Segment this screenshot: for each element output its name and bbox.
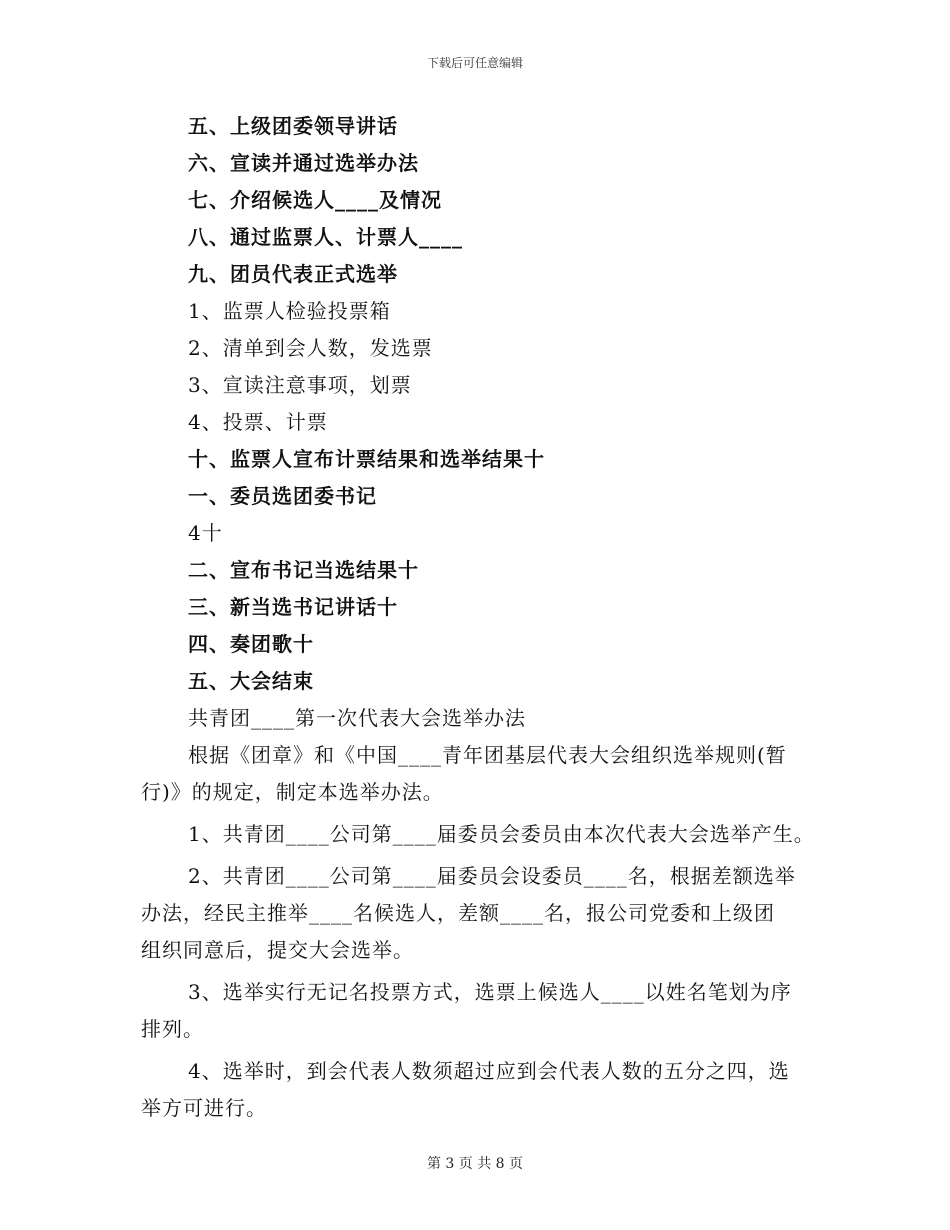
rule-1: 1、共青团____公司第____届委员会委员由本次代表大会选举产生。: [188, 822, 815, 846]
stray-line: 4十: [188, 521, 223, 545]
agenda-item-6: 六、宣读并通过选举办法: [188, 151, 419, 175]
agenda-item-13: 三、新当选书记讲话十: [188, 595, 398, 619]
rule-2-line-1: 2、共青团____公司第____届委员会设委员____名，根据差额选举: [188, 864, 796, 888]
sub-item-2: 2、清单到会人数，发选票: [188, 336, 433, 360]
agenda-item-14: 四、奏团歌十: [188, 632, 314, 656]
document-body: [0, 108, 950, 1127]
agenda-item-11: 一、委员选团委书记: [188, 484, 377, 508]
rule-4-line-2: 举方可进行。: [141, 1096, 267, 1120]
sub-item-1: 1、监票人检验投票箱: [188, 299, 391, 323]
agenda-item-8: 八、通过监票人、计票人____: [188, 225, 463, 249]
page-footer: 第 3 页 共 8 页: [426, 1156, 524, 1172]
page-header: 下载后可任意编辑: [426, 56, 523, 70]
sub-item-3: 3、宣读注意事项，划票: [188, 373, 412, 397]
rule-2-line-2: 办法，经民主推举____名候选人，差额____名，报公司党委和上级团: [141, 901, 775, 925]
rule-4-line-1: 4、选举时，到会代表人数须超过应到会代表人数的五分之四，选: [188, 1059, 790, 1083]
agenda-item-7: 七、介绍候选人____及情况: [188, 188, 442, 212]
paragraph-intro-line-2: 行)》的规定，制定本选举办法。: [141, 780, 444, 804]
agenda-item-5: 五、上级团委领导讲话: [188, 114, 398, 138]
rule-3-line-2: 排列。: [141, 1017, 204, 1041]
rule-3-line-1: 3、选举实行无记名投票方式，选票上候选人____以姓名笔划为序: [188, 980, 792, 1004]
sub-item-4: 4、投票、计票: [188, 410, 328, 434]
rule-2-line-3: 组织同意后，提交大会选举。: [141, 938, 414, 962]
agenda-item-10: 十、监票人宣布计票结果和选举结果十: [188, 447, 545, 471]
agenda-item-15: 五、大会结束: [188, 669, 314, 693]
paragraph-intro-line-1: 根据《团章》和《中国____青年团基层代表大会组织选举规则(暂: [188, 743, 787, 767]
agenda-item-9: 九、团员代表正式选举: [188, 262, 398, 286]
section-title: 共青团____第一次代表大会选举办法: [188, 706, 526, 730]
agenda-item-12: 二、宣布书记当选结果十: [188, 558, 419, 582]
